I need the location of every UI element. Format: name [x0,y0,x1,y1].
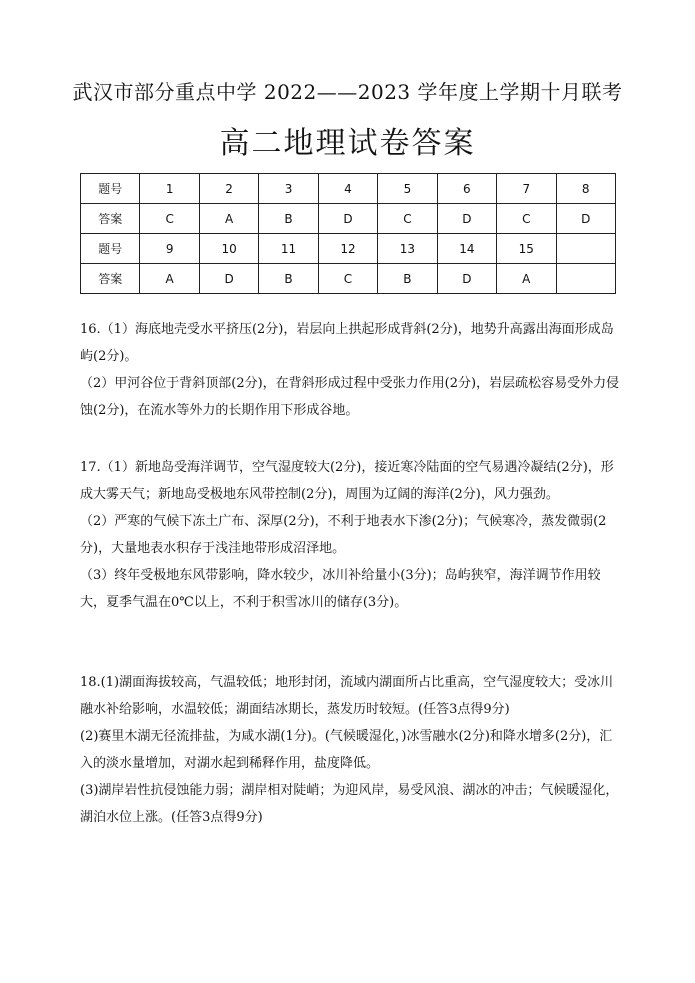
table-cell: 6 [437,174,496,204]
table-cell: 3 [259,174,318,204]
table-cell: 12 [318,234,377,264]
table-cell: 14 [437,234,496,264]
answer-18 [80,669,625,831]
table-cell: 11 [259,234,318,264]
table-cell: C [378,204,437,234]
table-cell: 答案 [81,264,140,294]
table-cell: C [140,204,199,234]
table-cell: 5 [378,174,437,204]
table-cell: B [378,264,437,294]
answer-paragraph: （2）严寒的气候下冻土广布、深厚(2分)，不利于地表水下渗(2分)；气候寒冷，蒸发微弱(2分)，大量地表水积存于浅洼地带形成沼泽地。 [80,514,607,556]
answer-17 [80,454,625,616]
table-cell: 10 [199,234,258,264]
exam-header: 武汉市部分重点中学 2022——2023 学年度上学期十月联考 [72,80,623,104]
table-cell: 2 [199,174,258,204]
table-cell: 4 [318,174,377,204]
table-cell: B [259,264,318,294]
answer-paragraph: (3)湖岸岩性抗侵蚀能力弱；湖岸相对陡峭；为迎风岸，易受风浪、湖冰的冲击；气候暖湿化，湖泊水位上涨。(任答3点得9分) [80,783,619,825]
answer-paragraph: 16.（1）海底地壳受水平挤压(2分)，岩层向上拱起形成背斜(2分)，地势升高露出海面形成岛屿(2分)。 [80,322,614,364]
table-cell: C [318,264,377,294]
table-row [81,204,616,234]
answer-paragraph: 17.（1）新地岛受海洋调节，空气湿度较大(2分)，接近寒冷陆面的空气易遇冷凝结(2分)，形成大雾天气；新地岛受极地东风带控制(2分)，周围为辽阔的海洋(2分)，风力强劲。 [80,460,614,502]
table-cell: 15 [497,234,556,264]
table-cell: A [199,204,258,234]
table-cell: A [140,264,199,294]
table-cell: 1 [140,174,199,204]
table-cell: 题号 [81,234,140,264]
answer-paragraph: （2）甲河谷位于背斜顶部(2分)，在背斜形成过程中受张力作用(2分)，岩层疏松容易受外力侵蚀(2分)，在流水等外力的长期作用下形成谷地。 [80,376,620,418]
table-row [81,264,616,294]
table-cell [556,234,616,264]
table-row [81,174,616,204]
table-cell: 13 [378,234,437,264]
answer-paragraph: (2)赛里木湖无径流排盐，为咸水湖(1分)。(气候暖湿化，)冰雪融水(2分)和降水增多(2分)，汇入的淡水量增加，对湖水起到稀释作用，盐度降低。 [80,729,613,771]
table-cell: 8 [556,174,616,204]
table-cell: D [199,264,258,294]
table-cell: A [497,264,556,294]
table-cell: D [556,204,616,234]
table-cell: 7 [497,174,556,204]
table-cell: D [318,204,377,234]
table-cell: B [259,204,318,234]
page-title: 高二地理试卷答案 [219,126,476,161]
table-cell [556,264,616,294]
table-cell: 题号 [81,174,140,204]
table-cell: D [437,264,496,294]
answer-16 [80,316,625,424]
table-cell: C [497,204,556,234]
table-cell: 9 [140,234,199,264]
answer-table [80,173,616,294]
table-row [81,234,616,264]
answer-paragraph: （3）终年受极地东风带影响，降水较少，冰川补给量小(3分)；岛屿狭窄，海洋调节作用较大，夏季气温在0℃以上，不利于积雪冰川的储存(3分)。 [80,568,601,610]
table-cell: D [437,204,496,234]
table-cell: 答案 [81,204,140,234]
answer-paragraph: 18.(1)湖面海拔较高，气温较低；地形封闭，流域内湖面所占比重高，空气湿度较大；受冰川融水补给影响，水温较低；湖面结冰期长，蒸发历时较短。(任答3点得9分) [80,675,614,717]
